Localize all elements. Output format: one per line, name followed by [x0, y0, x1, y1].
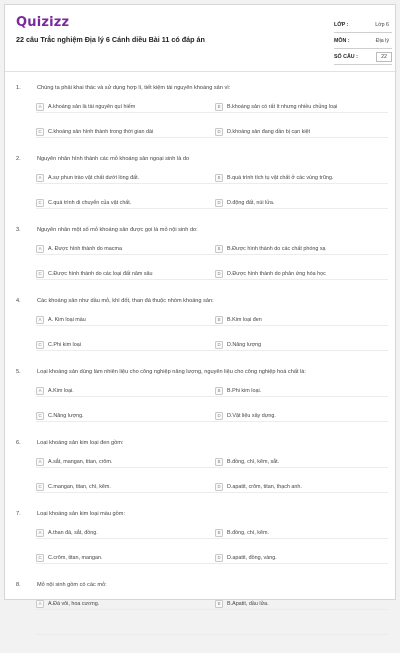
option-letter-badge: B [215, 600, 223, 608]
option-separator [36, 634, 388, 635]
question-text: Loại khoáng sản dùng làm nhiên liệu cho công nghiệp năng lượng, nguyên liệu cho công nghiệp hoá chất là: [37, 369, 306, 375]
option-text: B.Apatit, dầu lửa. [227, 600, 269, 607]
answer-option[interactable] [215, 526, 385, 539]
meta-key: LỚP : [334, 21, 349, 28]
worksheet-title: 22 câu Trắc nghiệm Địa lý 6 Cánh diều Bài 11 có đáp án [16, 35, 205, 44]
meta-value: Lớp 6 [375, 21, 389, 28]
answer-option[interactable] [215, 338, 385, 351]
answer-option[interactable] [215, 551, 385, 564]
question-text: Loại khoáng sản kim loại màu gồm: [37, 511, 125, 517]
question-item [5, 85, 397, 156]
option-letter-badge: C [36, 554, 44, 562]
question-item [5, 156, 397, 227]
answer-option[interactable] [215, 409, 385, 422]
option-text: D.apatit, crôm, titan, thạch anh. [227, 483, 302, 490]
option-letter-badge: C [36, 270, 44, 278]
answer-option[interactable] [215, 196, 385, 209]
option-text: B.Kim loại đen [227, 316, 262, 323]
option-letter-badge: D [215, 199, 223, 207]
option-text: A.sắt, mangan, titan, crôm. [48, 458, 113, 465]
option-text: A.Đá vôi, hoa cương. [48, 600, 100, 607]
option-letter-badge: C [36, 412, 44, 420]
option-letter-badge: D [215, 128, 223, 136]
answer-option[interactable] [36, 551, 206, 564]
worksheet [4, 4, 396, 607]
answer-option[interactable] [36, 267, 206, 280]
question-item [5, 440, 397, 511]
option-letter-badge: D [215, 483, 223, 491]
option-letter-badge: A [36, 245, 44, 253]
option-letter-badge: B [215, 529, 223, 537]
option-text: D.khoáng sản đang dần bị cạn kiệt [227, 128, 311, 135]
answer-option[interactable] [36, 313, 206, 326]
option-letter-badge: D [215, 270, 223, 278]
question-text: Các khoáng sản như dầu mỏ, khí đốt, than đá thuộc nhóm khoáng sản: [37, 298, 214, 304]
option-letter-badge: A [36, 600, 44, 608]
option-text: A. Kim loại màu [48, 316, 86, 323]
answer-option[interactable] [36, 125, 206, 138]
answer-option[interactable] [36, 100, 206, 113]
option-text: D.động đất, núi lửa. [227, 199, 275, 206]
worksheet-meta [334, 17, 392, 65]
option-text: C.crôm, titan, mangan. [48, 554, 103, 561]
worksheet-header [5, 5, 395, 71]
option-text: D.Được hình thành do phản ứng hóa học [227, 270, 326, 277]
question-number: 1. [16, 85, 21, 91]
meta-row-subject [334, 33, 392, 49]
question-item [5, 369, 397, 440]
answer-option[interactable] [215, 242, 385, 255]
option-letter-badge: A [36, 316, 44, 324]
meta-value: Địa lý [375, 37, 389, 44]
option-text: B.Phi kim loại. [227, 387, 262, 394]
option-letter-badge: B [215, 103, 223, 111]
answer-option[interactable] [36, 242, 206, 255]
question-number: 4. [16, 298, 21, 304]
question-number: 2. [16, 156, 21, 162]
option-text: A.than đá, sắt, đồng. [48, 529, 98, 536]
answer-option[interactable] [215, 480, 385, 493]
answer-option[interactable] [215, 455, 385, 468]
option-letter-badge: C [36, 483, 44, 491]
option-text: B.quá trình tích tụ vật chất ở các vùng trũng. [227, 174, 334, 181]
question-item [5, 582, 397, 653]
option-letter-badge: A [36, 103, 44, 111]
answer-option[interactable] [36, 455, 206, 468]
option-letter-badge: D [215, 341, 223, 349]
question-text: Nguyên nhân hình thành các mỏ khoáng sản ngoại sinh là do [37, 156, 190, 162]
question-number: 6. [16, 440, 21, 446]
answer-option[interactable] [36, 384, 206, 397]
option-text: B.khoáng sản có rất ít nhưng nhiều chủng loại [227, 103, 338, 110]
answer-option[interactable] [36, 597, 206, 610]
question-text: Mỏ nội sinh gồm có các mỏ: [37, 582, 107, 588]
option-letter-badge: A [36, 174, 44, 182]
option-letter-badge: C [36, 199, 44, 207]
option-letter-badge: B [215, 387, 223, 395]
answer-option[interactable] [36, 409, 206, 422]
option-letter-badge: A [36, 458, 44, 466]
option-text: C.mangan, titan, chì, kẽm. [48, 483, 111, 490]
answer-option[interactable] [215, 100, 385, 113]
option-text: B.đồng, chì, kẽm. [227, 529, 269, 536]
option-text: C.khoáng sản hình thành trong thời gian dài [48, 128, 154, 135]
option-letter-badge: C [36, 128, 44, 136]
question-text: Nguyên nhân một số mỏ khoáng sản được gọi là mỏ nội sinh do: [37, 227, 198, 233]
question-number: 3. [16, 227, 21, 233]
answer-option[interactable] [215, 384, 385, 397]
question-item [5, 298, 397, 369]
option-text: C.Phi kim loại [48, 341, 81, 348]
answer-option[interactable] [215, 267, 385, 280]
meta-value: 22 [376, 52, 392, 62]
question-number: 5. [16, 369, 21, 375]
option-text: A. Được hình thành do macma [48, 245, 122, 252]
question-item [5, 227, 397, 298]
answer-option[interactable] [215, 313, 385, 326]
option-text: A.sự phun trào vật chất dưới lòng đất. [48, 174, 140, 181]
question-text: Chúng ta phải khai thác và sử dụng hợp lí, tiết kiệm tài nguyên khoáng sản vì: [37, 85, 231, 91]
question-item [5, 511, 397, 582]
question-number: 8. [16, 582, 21, 588]
question-text: Loại khoáng sản kim loại đen gồm: [37, 440, 124, 446]
quizizz-logo: Quizizz [16, 15, 70, 30]
question-list [5, 85, 397, 653]
answer-option[interactable] [215, 597, 385, 610]
meta-row-grade [334, 17, 392, 33]
option-letter-badge: B [215, 174, 223, 182]
meta-row-count [334, 49, 392, 65]
option-letter-badge: A [36, 387, 44, 395]
option-letter-badge: A [36, 529, 44, 537]
answer-option[interactable] [36, 480, 206, 493]
option-text: D.apatit, đồng, vàng. [227, 554, 277, 561]
option-text: A.Kim loại. [48, 387, 74, 394]
option-text: C.quá trình di chuyển của vật chất. [48, 199, 132, 206]
option-letter-badge: C [36, 341, 44, 349]
option-text: D.Năng lượng [227, 341, 262, 348]
option-letter-badge: B [215, 316, 223, 324]
option-text: C.Năng lượng. [48, 412, 84, 419]
meta-key: MÔN : [334, 37, 350, 44]
option-letter-badge: B [215, 245, 223, 253]
answer-option[interactable] [36, 526, 206, 539]
answer-option[interactable] [215, 125, 385, 138]
option-text: C.Được hình thành do các loại đất nâm sâu [48, 270, 153, 277]
question-number: 7. [16, 511, 21, 517]
option-text: B.Được hình thành do các chất phóng xạ [227, 245, 326, 252]
option-letter-badge: B [215, 458, 223, 466]
option-letter-badge: D [215, 412, 223, 420]
answer-option[interactable] [36, 338, 206, 351]
option-letter-badge: D [215, 554, 223, 562]
option-text: A.khoáng sản là tài nguyên quí hiếm [48, 103, 136, 110]
answer-option[interactable] [215, 171, 385, 184]
option-text: B.đồng, chì, kẽm, sắt. [227, 458, 280, 465]
answer-option[interactable] [36, 171, 206, 184]
answer-option[interactable] [36, 196, 206, 209]
option-text: D.Vật liệu xây dựng. [227, 412, 276, 419]
meta-key: SỐ CÂU : [334, 53, 358, 60]
header-divider [5, 71, 397, 72]
